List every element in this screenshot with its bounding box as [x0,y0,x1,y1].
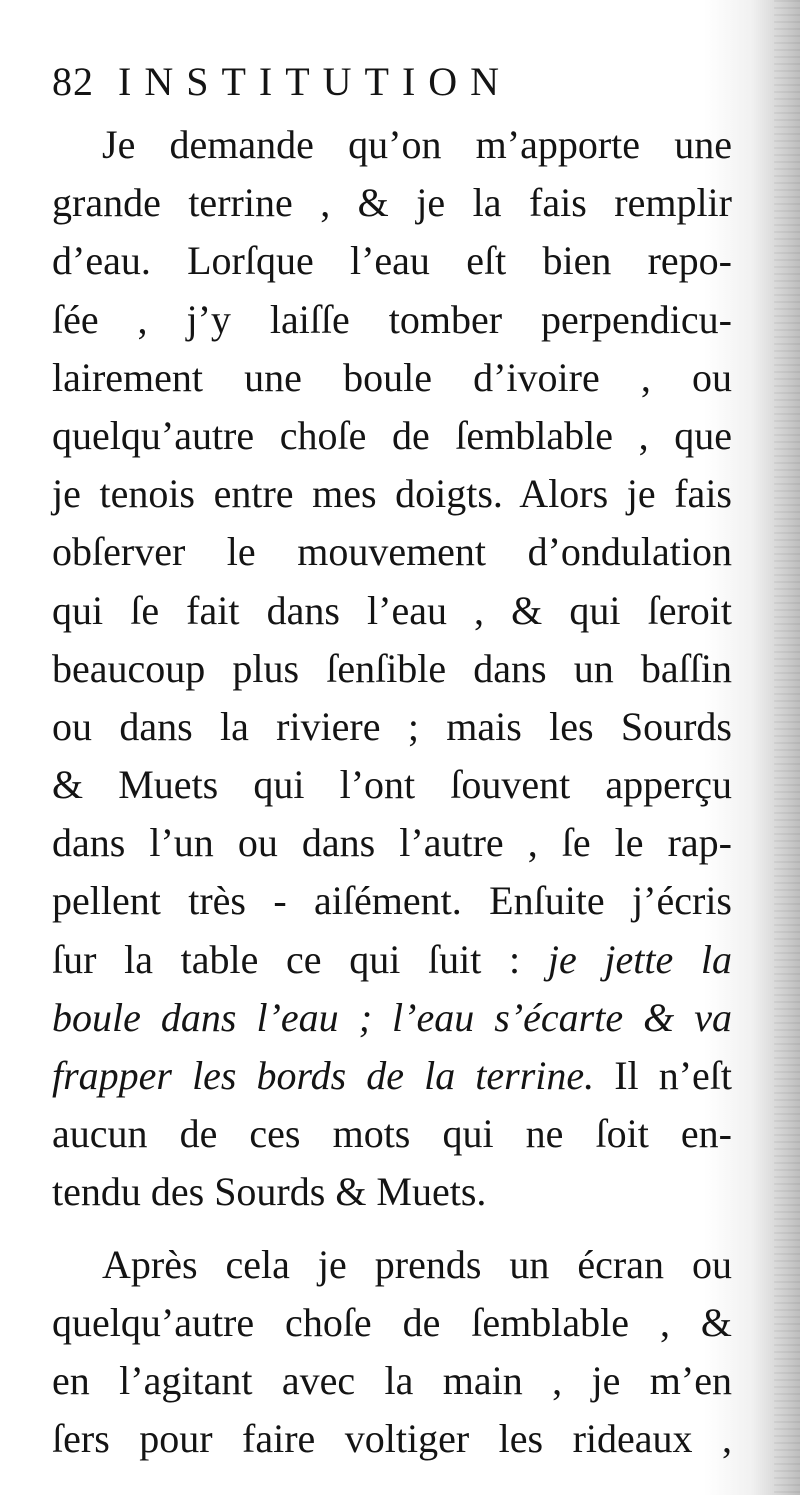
italic-segment: je jette la [547,936,733,982]
text-line: ſée , j’y laiſſe tomber perpendicu- [52,296,732,342]
text-line: aucun de ces mots qui ne ſoit en- [52,1111,732,1157]
text-line: Après cela je prends un écran ou [102,1241,732,1287]
text-line: qui ſe fait dans l’eau , & qui ſeroit [52,587,732,633]
text-line: dans l’un ou dans l’autre , ſe le rap- [52,820,732,866]
text-line: obſerver le mouvement d’ondulation [52,529,732,575]
text-line: tendu des Sourds & Muets. [52,1169,487,1215]
text-line: grande terrine , & je la fais remplir [52,180,732,226]
text-line: je tenois entre mes doigts. Alors je fais [52,471,732,517]
page-number: 82 [52,59,94,104]
text-line: ſers pour faire voltiger les rideaux , [52,1416,732,1462]
page-edge-shadow [774,0,800,1495]
roman-segment: ſur la table ce qui ſuit : [52,936,548,982]
text-line: ou dans la riviere ; mais les Sourds [52,703,732,749]
text-line: lairement une boule d’ivoire , ou [52,354,732,400]
text-line: en l’agitant avec la main , je m’en [52,1357,732,1403]
text-line: & Muets qui l’ont ſouvent apperçu [52,762,732,808]
italic-segment: frapper les bords de la terrine. [52,1053,595,1098]
roman-segment: Il n’eſt [594,1053,732,1098]
text-line: beaucoup plus ſenſible dans un baſſin [52,645,732,691]
running-head-title: INSTITUTION [118,59,513,104]
text-line-mixed [52,931,732,989]
running-header [52,58,712,102]
body-text [52,116,732,1468]
text-line: quelqu’autre choſe de ſemblable , & [52,1299,732,1345]
text-line: quelqu’autre choſe de ſemblable , que [52,412,732,458]
text-line: d’eau. Lorſque l’eau eſt bien repo- [52,238,732,284]
text-line: pellent très - aiſément. Enſuite j’écris [52,878,732,924]
text-line-mixed [52,1047,732,1105]
text-line: Je demande qu’on m’apporte une [102,122,732,167]
text-line-italic: boule dans l’eau ; l’eau s’écarte & va [52,994,732,1040]
